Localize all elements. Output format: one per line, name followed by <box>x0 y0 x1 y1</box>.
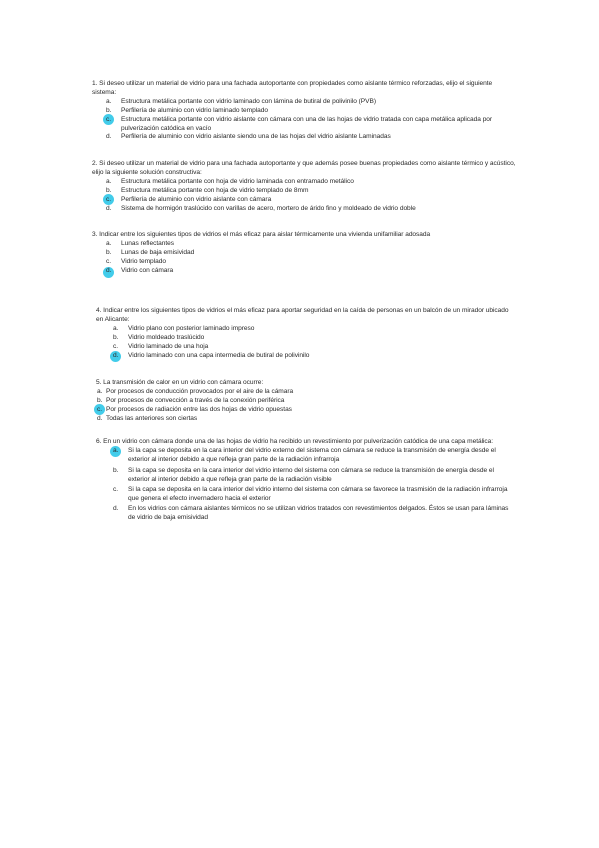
question-4 <box>96 307 516 361</box>
option-letter: b. <box>106 186 112 194</box>
option-d <box>106 133 516 142</box>
option-text: Estructura metálica portante con hoja de vidrio templado de 8mm <box>121 186 309 194</box>
option-text: Vidrio laminado de una hoja <box>128 343 209 351</box>
question-5 <box>96 379 516 424</box>
option-letter: c. <box>113 343 119 351</box>
option-b <box>106 107 516 116</box>
option-text: En los vidrios con cámara aislantes térmicos no se utilizan vidrios tratados con revestimientos delgados. Éstos se usan para láminas de vidrio de baja emisividad <box>128 505 509 522</box>
option-letter: b. <box>106 106 112 114</box>
option-letter: d. <box>113 352 119 360</box>
option-letter: a. <box>106 239 112 247</box>
option-text: Estructura metálica portante con vidrio laminado con lámina de butiral de polivinilo (PVB) <box>121 97 376 105</box>
option-text: Lunas reflectantes <box>121 239 174 247</box>
option-c <box>113 486 516 504</box>
option-d <box>113 505 516 523</box>
option-letter: d. <box>113 505 119 513</box>
option-a <box>106 178 516 187</box>
option-letter: c. <box>106 115 112 123</box>
option-b <box>106 249 516 258</box>
option-a <box>97 388 516 397</box>
option-text: Si la capa se deposita en la cara interior del vidrio interno del sistema con cámara se reduce la transmisión de energía desde el exterior al interior debido a que refleja gran parte de la radiación visible <box>128 466 494 483</box>
question-text: 5. La transmisión de calor en un vidrio con cámara ocurre: <box>96 379 264 386</box>
option-letter: d. <box>97 414 103 422</box>
option-text: Vidrio plano con posterior laminado impreso <box>128 325 255 333</box>
option-a <box>113 325 516 334</box>
question-3 <box>92 231 516 276</box>
option-text: Lunas de baja emisividad <box>121 248 195 256</box>
option-text: Perfilería de aluminio con vidrio laminado templado <box>121 106 268 114</box>
option-list <box>92 98 516 143</box>
option-text: Por procesos de conducción provocados por el aire de la cámara <box>106 387 294 395</box>
option-text: Vidrio templado <box>121 257 166 265</box>
option-d <box>106 205 516 214</box>
question-text: 4. Indicar entre los siguientes tipos de vidrios el más eficaz para aportar seguridad en la caída de personas en un balcón de un mirador ubicado en Alicante: <box>96 307 509 323</box>
option-text: Si la capa se deposita en la cara interior del vidrio externo del sistema con cámara se reduce la transmisión de energía desde el exterior al interior debido a que refleja gran parte de la radiación infrarroja <box>128 447 496 464</box>
option-letter: a. <box>113 447 119 455</box>
question-text: 6. En un vidrio con cámara donde una de las hojas de vidrio ha recibido un revestimiento por pulverización catódica de una capa metálica: <box>96 438 494 445</box>
option-a <box>113 447 516 465</box>
option-text: Vidrio moldeado traslúcido <box>128 334 205 342</box>
option-b <box>97 397 516 406</box>
option-text: Todas las anteriores son ciertas <box>106 414 198 422</box>
option-c <box>106 196 516 205</box>
option-text: Perfilería de aluminio con vidrio aislante con cámara <box>121 195 272 203</box>
option-letter: c. <box>106 195 112 203</box>
question-1 <box>92 80 516 142</box>
option-text: Perfilería de aluminio con vidrio aislante siendo una de las hojas del vidrio aislante Laminadas <box>121 133 391 141</box>
option-text: Estructura metálica portante con hoja de vidrio laminada con entramado metálico <box>121 177 354 185</box>
option-text: Por procesos de convección a través de la conexión periférica <box>106 396 285 404</box>
option-text: Vidrio con cámara <box>121 266 174 274</box>
option-text: Sistema de hormigón traslúcido con varillas de acero, mortero de árido fino y moldeado de vidrio doble <box>121 204 416 212</box>
option-letter: a. <box>97 387 103 395</box>
option-letter: c. <box>97 405 103 413</box>
option-b <box>106 187 516 196</box>
option-b <box>113 334 516 343</box>
option-c <box>97 406 516 415</box>
option-list <box>96 388 516 424</box>
option-d <box>106 267 516 276</box>
option-text: Por procesos de radiación entre las dos hojas de vidrio opuestas <box>106 405 292 413</box>
question-text: 2. Si deseo utilizar un material de vidrio para una fachada autoportante y que además posee buenas propiedades como aislante térmico y acústico, elijo la siguiente solución constructiva: <box>92 160 516 176</box>
option-b <box>113 467 516 485</box>
option-text: Si la capa se deposita en la cara interior del vidrio interno del sistema con cámara se favorece la trasmisión de la radiación infrarroja que genera el efecto invernadero hacia el exterior <box>128 486 508 502</box>
option-letter: b. <box>106 248 112 256</box>
option-c <box>113 343 516 352</box>
option-letter: b. <box>113 334 119 342</box>
option-letter: b. <box>97 396 103 404</box>
option-letter: a. <box>106 177 112 185</box>
question-2 <box>92 160 516 213</box>
question-6 <box>96 438 516 523</box>
option-a <box>106 98 516 107</box>
option-c <box>106 258 516 267</box>
option-letter: d. <box>106 133 112 141</box>
option-list <box>92 240 516 276</box>
option-text: Estructura metálica portante con vidrio aislante con cámara con una de las hojas de vidrio tratada con capa metálica aplicada por pulverización catódica en vacío <box>121 115 493 132</box>
option-list <box>92 178 516 214</box>
option-d <box>113 352 516 361</box>
option-letter: c. <box>113 486 119 494</box>
option-letter: b. <box>113 466 119 474</box>
option-a <box>106 240 516 249</box>
option-c <box>106 116 516 134</box>
question-text: 3. Indicar entre los siguientes tipos de vidrios el más eficaz para aislar térmicamente una vivienda unifamiliar adosada <box>92 231 431 238</box>
option-letter: a. <box>106 97 112 105</box>
option-list <box>96 325 516 361</box>
question-text: 1. Si deseo utilizar un material de vidrio para una fachada autoportante con propiedades como aislante térmico reforzadas, elijo el siguiente sistema: <box>92 80 493 96</box>
option-text: Vidrio laminado con una capa intermedia de butiral de polivinilo <box>128 352 310 360</box>
option-letter: d. <box>106 204 112 212</box>
option-letter: d. <box>106 266 112 274</box>
option-list <box>96 447 516 523</box>
option-d <box>97 415 516 424</box>
option-letter: c. <box>106 257 112 265</box>
option-letter: a. <box>113 325 119 333</box>
